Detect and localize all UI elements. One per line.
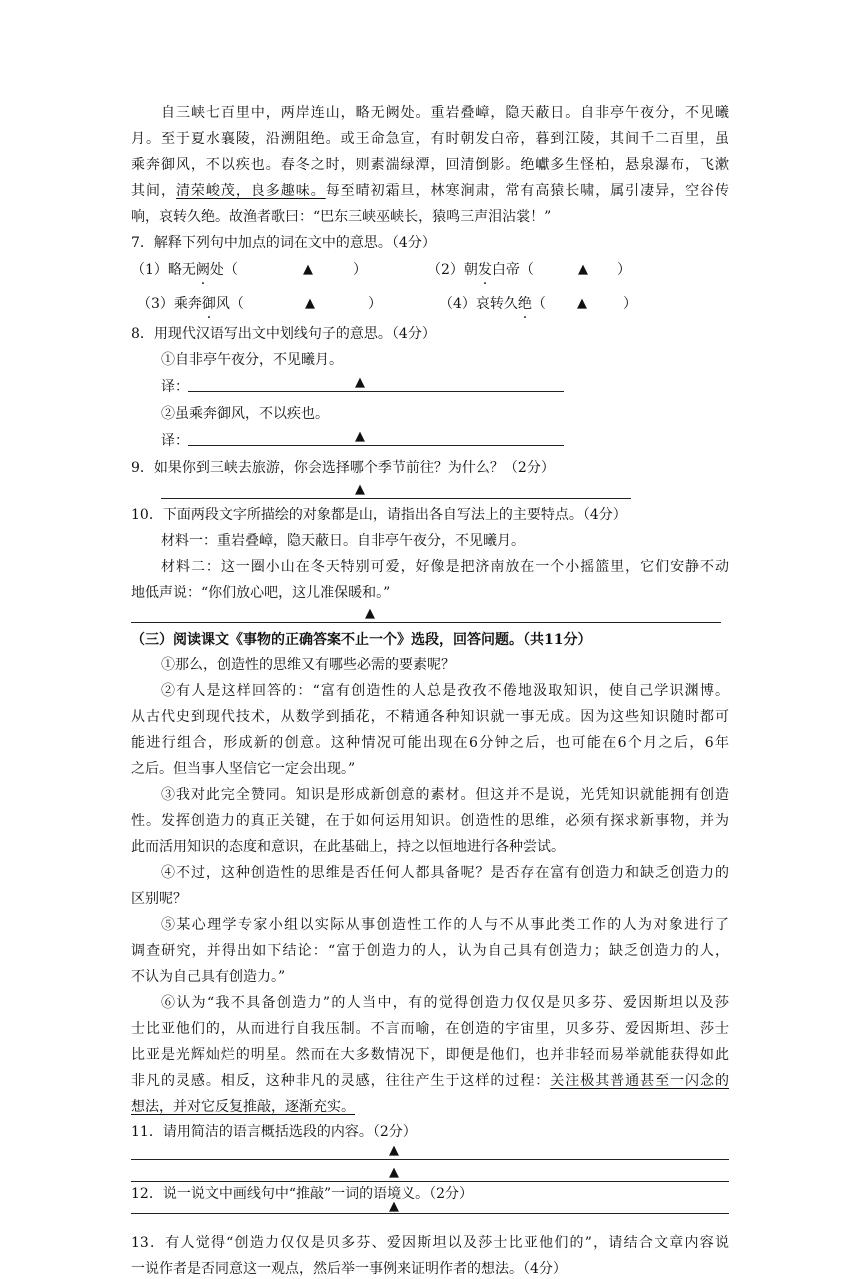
answer-marker: ▲ [389, 1143, 399, 1158]
answer-line[interactable] [131, 1181, 729, 1182]
answer-marker: ▲ [305, 296, 315, 311]
answer-line[interactable] [188, 391, 564, 392]
para-1: ①那么，创造性的思维又有哪些必需的要素呢？ [161, 657, 455, 673]
q8-sentence-2: ②虽乘奔御风，不以疾也。 [161, 406, 329, 422]
answer-line[interactable] [161, 498, 631, 499]
q8-sentence-1: ①自非亭午夜分，不见曦月。 [161, 352, 343, 368]
para-6: ⑥认为“我不具备创造力”的人当中，有的觉得创造力仅仅是贝多芬、爱因斯坦以及莎 [161, 995, 729, 1011]
section-3-title: （三）阅读课文《事物的正确答案不止一个》选段，回答问题。（共11分） [131, 632, 592, 648]
question-8-stem: 8．用现代汉语写出文中划线句子的意思。（4分） [131, 326, 436, 342]
passage-line: 响，哀转久绝。故渔者歌曰：“巴东三峡巫峡长，猿鸣三声泪沾裳！” [131, 209, 552, 225]
underlined-sentence: 想法，并对它反复推敲，逐渐充实。 [131, 1099, 355, 1115]
answer-line[interactable] [131, 622, 721, 623]
question-12-stem: 12．说一说文中画线句中“推敲”一词的语境义。（2分） [131, 1186, 474, 1202]
passage-line: 其间，清荣峻茂，良多趣味。每至晴初霜旦，林寒涧肃，常有高猿长啸，属引凄异，空谷传 [131, 183, 730, 199]
question-9-stem: 9．如果你到三峡去旅游，你会选择哪个季节前往？为什么？（2分） [131, 460, 555, 476]
para-3: 此而活用知识的态度和意识，在此基础上，持之以恒地进行各种尝试。 [131, 839, 565, 855]
answer-marker: ▲ [578, 262, 588, 277]
answer-marker: ▲ [303, 262, 313, 277]
question-13-stem: 一说作者是否同意这一观点，然后举一事例来证明作者的想法。（4分） [131, 1261, 567, 1277]
para-4: 区别呢？ [131, 891, 187, 907]
answer-marker: ▲ [355, 375, 365, 390]
material-1: 材料一：重岩叠嶂，隐天蔽日。自非亭午夜分，不见曦月。 [161, 533, 525, 549]
para-5: 调查研究，并得出如下结论：“富于创造力的人，认为自己具有创造力；缺乏创造力的人， [131, 943, 729, 959]
answer-line[interactable] [188, 445, 564, 446]
material-2-cont: 地低声说：“你们放心吧，这儿准保暖和。” [131, 585, 391, 601]
answer-line[interactable] [131, 1213, 729, 1214]
answer-marker: ▲ [389, 1165, 399, 1180]
answer-marker: ▲ [389, 1199, 399, 1214]
answer-line[interactable] [131, 1159, 729, 1160]
q7-item-1: （1）略无阙处（ [131, 262, 238, 278]
answer-marker: ▲ [355, 429, 365, 444]
para-6 [131, 1097, 355, 1117]
passage-line: 月。至于夏水襄陵，沿溯阻绝。或王命急宣，有时朝发白帝，暮到江陵，其间千二百里，虽 [131, 131, 729, 147]
para-3: 性。发挥创造力的真正关键，在于如何运用知识。创造性的思维，必须有探求新事物，并为 [131, 813, 729, 829]
para-3: ③我对此完全赞同。知识是形成新创意的素材。但这并不是说，光凭知识就能拥有创造 [161, 787, 729, 803]
answer-marker: ▲ [355, 482, 365, 497]
answer-marker: ▲ [577, 296, 587, 311]
para-2: ②有人是这样回答的：“富有创造性的人总是孜孜不倦地汲取知识，使自己学识渊博。 [161, 683, 729, 699]
question-7-stem: 7．解释下列句中加点的词在文中的意思。（4分） [131, 235, 436, 251]
para-2: 之后。但当事人坚信它一定会出现。” [131, 761, 356, 777]
q7-item-4: （4）哀转久绝（ [439, 296, 546, 312]
para-5: ⑤某心理学专家小组以实际从事创造性工作的人与不从事此类工作的人为对象进行了 [161, 917, 729, 933]
para-4: ④不过，这种创造性的思维是否任何人都具备呢？是否存在富有创造力和缺乏创造力的 [161, 865, 729, 881]
q7-item-3: （3）乘奔御风（ [137, 296, 244, 312]
para-6: 士比亚他们的，从而进行自我压制。不言而喻，在创造的宇宙里，贝多芬、爱因斯坦、莎士 [131, 1021, 729, 1037]
para-6: 非凡的灵感。相反，这种非凡的灵感，往往产生于这样的过程：关注极其普通甚至一闪念的 [131, 1073, 729, 1089]
para-2: 从古代史到现代技术，从数学到插花，不精通各种知识就一事无成。因为这些知识随时都可 [131, 709, 729, 725]
passage-line: 乘奔御风，不以疾也。春冬之时，则素湍绿潭，回清倒影。绝巘多生怪柏，悬泉瀑布，飞漱 [131, 157, 729, 173]
question-13-stem: 13．有人觉得“创造力仅仅是贝多芬、爱因斯坦以及莎士比亚他们的”，请结合文章内容说 [131, 1235, 729, 1251]
para-6: 比亚是光辉灿烂的明星。然而在大多数情况下，即便是他们，也并非轻而易举就能获得如此 [131, 1047, 729, 1063]
underlined-sentence: 关注极其普通甚至一闪念的 [550, 1073, 729, 1089]
translate-label: 译： [161, 379, 189, 395]
q7-item-2: （2）朝发白帝（ [427, 262, 534, 278]
passage-line: 自三峡七百里中，两岸连山，略无阙处。重岩叠嶂，隐天蔽日。自非亭午夜分，不见曦 [161, 105, 729, 121]
question-11-stem: 11．请用简洁的语言概括选段的内容。（2分） [131, 1124, 417, 1140]
translate-label: 译： [161, 433, 189, 449]
answer-marker: ▲ [365, 606, 375, 621]
material-2: 材料二：这一圈小山在冬天特别可爱，好像是把济南放在一个小摇篮里，它们安静不动 [161, 559, 729, 575]
question-10-stem: 10．下面两段文字所描绘的对象都是山，请指出各自写法上的主要特点。（4分） [131, 507, 627, 523]
para-5: 不认为自己具有创造力。” [131, 969, 286, 985]
underlined-sentence: 清荣峻茂，良多趣味。 [175, 183, 326, 199]
para-2: 能进行组合，形成新的创意。这种情况可能出现在6分钟之后，也可能在6个月之后，6年 [131, 735, 729, 751]
